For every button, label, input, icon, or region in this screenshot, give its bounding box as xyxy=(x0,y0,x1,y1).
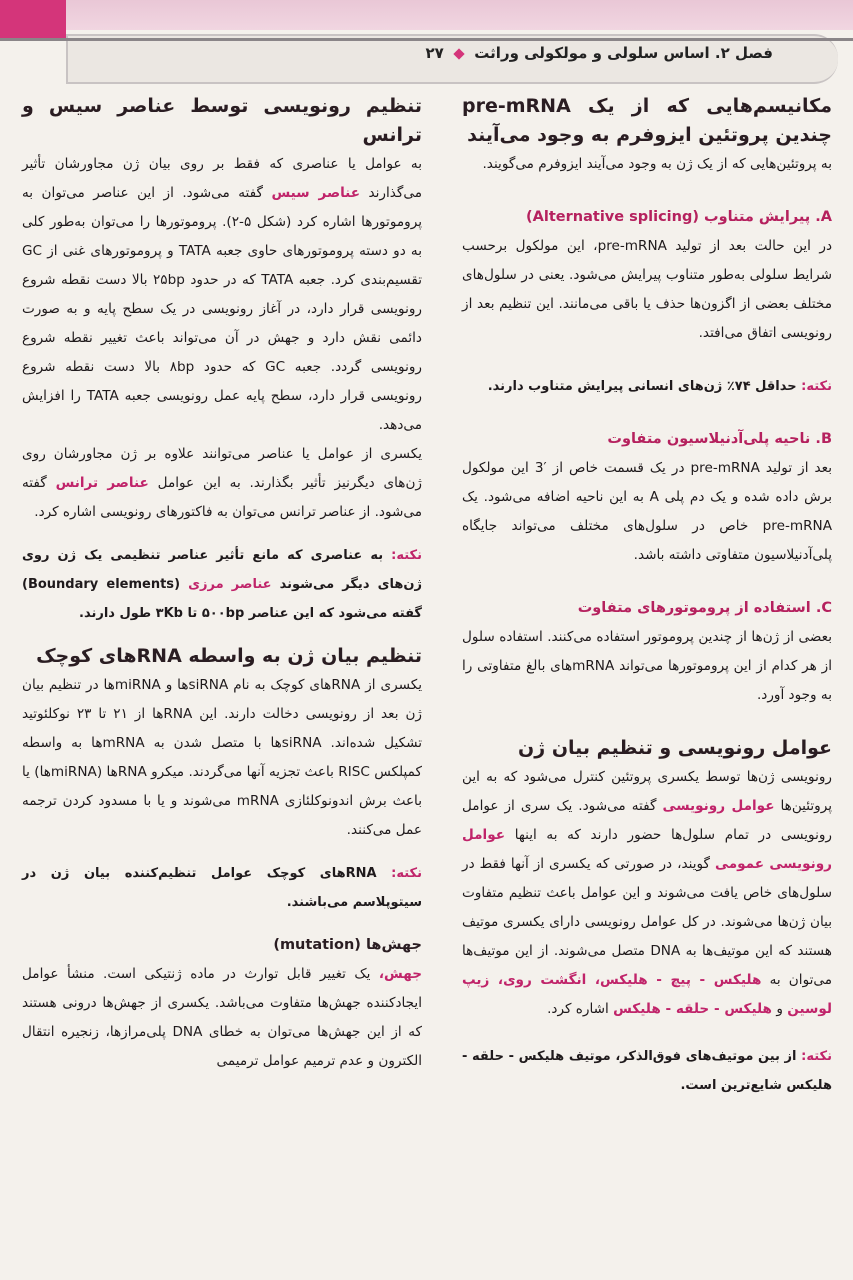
item-a-text: در این حالت بعد از تولید pre-mRNA، این مولکول برحسب شرایط سلولی به‌طور متناوب پیرایش می‌شود. یعنی در سلول‌های مختلف بعضی از اگزون‌ها حذف یا باقی می‌مانند. این تنظیم بعد از رونویسی اتفاق می‌افتد. xyxy=(462,238,832,341)
note-label: نکته: xyxy=(801,1049,832,1064)
text-span: اشاره کرد. xyxy=(547,1001,609,1017)
note-text: از بین موتیف‌های فوق‌الذکر، موتیف هلیکس - حلقه - هلیکس شایع‌ترین است. xyxy=(462,1049,832,1093)
mutation-text xyxy=(22,960,422,1076)
header-rule xyxy=(0,38,853,41)
note-text: به عناصری که مانع تأثیر عناصر تنظیمی یک ژن روی ژن‌های دیگر می‌شوند xyxy=(22,548,423,592)
section-title-cis-trans: تنظیم رونویسی توسط عناصر سیس و ترانس xyxy=(22,95,422,146)
term-helix-loop-helix: هلیکس - حلقه - هلیکس xyxy=(613,1001,772,1017)
page-number: ۲۷ xyxy=(425,44,444,62)
running-head xyxy=(426,44,773,62)
item-b-title: B. ناحیه پلی‌آدنیلاسیون متفاوت xyxy=(607,431,832,447)
note-label: نکته: xyxy=(801,379,832,394)
note-label: نکته: xyxy=(391,866,422,881)
note-text: RNAهای کوچک عوامل تنظیم‌کننده بیان ژن در سیتوپلاسم می‌باشند. xyxy=(22,866,422,910)
left-column xyxy=(22,92,422,1076)
text-span: گفته می‌شود. یک سری از عوامل رونویسی در تمام سلول‌ها حضور دارند که به اینها xyxy=(462,798,832,843)
diamond-icon xyxy=(453,48,464,59)
section-title-small-rna: تنظیم بیان ژن به واسطه RNAهای کوچک xyxy=(36,645,422,667)
note-motifs xyxy=(462,1042,832,1100)
text-span: یکسری از عوامل یا عناصر می‌توانند علاوه بر ژن مجاورشان روی ژن‌های دیگرنیز تأثیر بگذارند. به این عوامل xyxy=(22,446,422,491)
section-title-isoforms: مکانیسم‌هایی که از یک pre-mRNA چندین پروتئین ایزوفرم به وجود می‌آیند xyxy=(462,95,832,146)
item-b-text: بعد از تولید pre-mRNA در یک قسمت خاص از ′3 این مولکول برش داده شده و یک دم پلی A به این ناحیه اضافه می‌شود. یک pre-mRNA خاص در سلول‌های مختلف می‌تواند جایگاه پلی‌آدنیلاسیون متفاوتی داشته باشد. xyxy=(462,460,833,563)
text-span: رونویسی ژن‌ها توسط یکسری پروتئین کنترل می‌شود که به این پروتئین‌ها xyxy=(462,769,833,814)
item-a-title: A. پیرایش متناوب (Alternative splicing) xyxy=(526,209,832,225)
text-span: گفته می‌شود. از عناصر ترانس می‌توان به فاکتورهای رونویسی اشاره کرد. xyxy=(22,475,422,520)
cis-paragraph xyxy=(22,150,422,440)
section-title-mutation: جهش‌ها (mutation) xyxy=(273,937,422,953)
note-boundary xyxy=(22,541,422,628)
text-span: گفته می‌شود. از این عناصر می‌توان به پروموتورها اشاره کرد (شکل ۵-۲). پروموتورها را می‌توان به‌طور کلی به دو دسته پروموتورهای حاوی جعبه TATA و پروموتورهای غنی از GC تقسیم‌بندی کرد. جعبه TATA که در حدود ۲۵bp بالا دست نقطه شروع رونویسی قرار دارد، در آغاز رونویسی در یک سطح پایه و به صورت دائمی نقش دارد و جهش در آن می‌تواند باعث تغییر نقطه شروع رونویسی گردد. جعبه GC که حدود ۸bp بالا دست نقطه شروع رونویسی قرار دارد، سطح پایه عمل رونویسی جعبه TATA را افزایش می‌دهد. xyxy=(22,185,422,433)
note-label: نکته: xyxy=(391,548,422,563)
small-rna-text: یکسری از RNAهای کوچک به نام siRNAها و miRNAها در تنظیم بیان ژن بعد از رونویسی دخالت دارند. این RNAها از ۲۱ تا ۲۳ نوکلئوتید تشکیل شده‌اند. siRNAها با متصل شدن به mRNAها به واسطه کمپلکس RISC باعث تجزیه آنها می‌گردند. میکرو RNAها (miRNAها) یا باعث برش اندونوکلئازی mRNA می‌شوند و یا با مسدود کردن ترجمه عمل می‌کنند. xyxy=(22,677,422,838)
top-band-accent xyxy=(0,0,66,38)
top-band xyxy=(0,0,853,30)
term-motifs: هلیکس - پیچ - هلیکس، انگشت روی، زیپ لوسین xyxy=(462,972,832,1017)
note-text: (Boundary elements) گفته می‌شود که این عناصر ۵۰۰bp تا ۳Kb طول دارند. xyxy=(22,577,422,621)
text-span: یک تغییر قابل توارث در ماده ژنتیکی است. منشأ عوامل ایجادکننده جهش‌ها متفاوت می‌باشد. یکسری از جهش‌ها درونی هستند که از این جهش‌ها می‌توان به خطای DNA پلی‌مرازها، زنجیره انتقال الکترون و عدم ترمیم عوامل ترمیمی xyxy=(22,966,422,1069)
note-text: حداقل ۷۴٪ ژن‌های انسانی پیرایش متناوب دارند. xyxy=(487,379,797,394)
term-mutation: جهش، xyxy=(378,966,422,982)
isoform-intro: به پروتئین‌هایی که از یک ژن به وجود می‌آیند ایزوفرم می‌گویند. xyxy=(482,156,832,172)
term-transcription-factors: عوامل رونویسی xyxy=(662,798,775,814)
term-trans-elements: عناصر ترانس xyxy=(55,475,149,491)
text-span: و xyxy=(776,1001,783,1017)
item-c-title: C. استفاده از پروموتورهای متفاوت xyxy=(577,600,832,616)
section-title-transcription-factors: عوامل رونویسی و تنظیم بیان ژن xyxy=(518,737,832,759)
right-column xyxy=(462,92,832,1100)
text-span: گویند، در صورتی که یکسری از آنها فقط در سلول‌های خاص یافت می‌شوند و این عوامل باعث تنظیم متفاوت بیان ژن‌ها می‌شوند. در کل عوامل رونویسی دارای یکسری موتیف هستند که این موتیف‌ها به DNA متصل می‌شوند. از این موتیف‌ها می‌توان به xyxy=(462,856,832,988)
term-boundary-elements: عناصر مرزی xyxy=(188,577,272,592)
term-general-factors: عوامل رونویسی عمومی xyxy=(462,827,832,872)
note-small-rna xyxy=(22,859,422,917)
chapter-title: فصل ۲. اساس سلولی و مولکولی وراثت xyxy=(474,44,773,62)
transcription-factors-text xyxy=(462,763,832,1024)
trans-paragraph xyxy=(22,440,422,527)
item-c-text: بعضی از ژن‌ها از چندین پروموتور استفاده می‌کنند. استفاده سلول از هر کدام از این پروموتورها می‌تواند mRNAهای بالغ متفاوتی را به وجود آورد. xyxy=(462,629,832,703)
note-splicing xyxy=(462,372,832,401)
text-span: به عوامل یا عناصری که فقط بر روی بیان ژن مجاورشان تأثیر می‌گذارند xyxy=(22,156,422,201)
term-cis-elements: عناصر سیس xyxy=(271,185,361,201)
